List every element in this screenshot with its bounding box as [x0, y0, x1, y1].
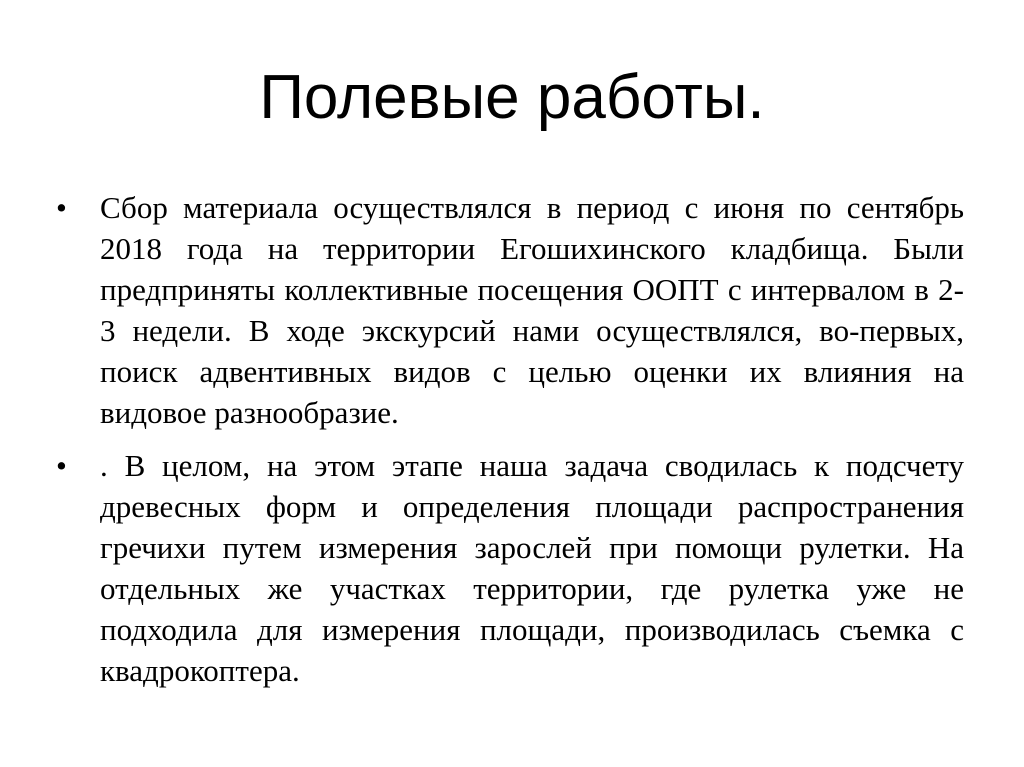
slide-title: Полевые работы.: [259, 63, 765, 132]
bullet-dot-icon: •: [56, 448, 67, 483]
bullet-text: Сбор материала осуществлялся в период с июня по сентябрь 2018 года на территории Егошихинского кладбища. Были предприняты коллективные посещения ООПТ с интервалом в 2-3 недели. В ходе экскурсий нами осуществлялся, во-первых, поиск адвентивных видов с целью оценки их влияния на видовое разнообразие.: [100, 190, 964, 430]
bullet-item: [52, 445, 964, 691]
bullet-text: . В целом, на этом этапе наша задача сводилась к подсчету древесных форм и определения площади распространения гречихи путем измерения зарослей при помощи рулетки. На отдельных же участках территории, где рулетка уже не подходила для измерения площади, производилась съемка с квадрокоптера.: [100, 448, 964, 688]
bullet-dot-icon: •: [56, 190, 67, 225]
bullet-list: [52, 187, 964, 703]
bullet-item: [52, 187, 964, 433]
